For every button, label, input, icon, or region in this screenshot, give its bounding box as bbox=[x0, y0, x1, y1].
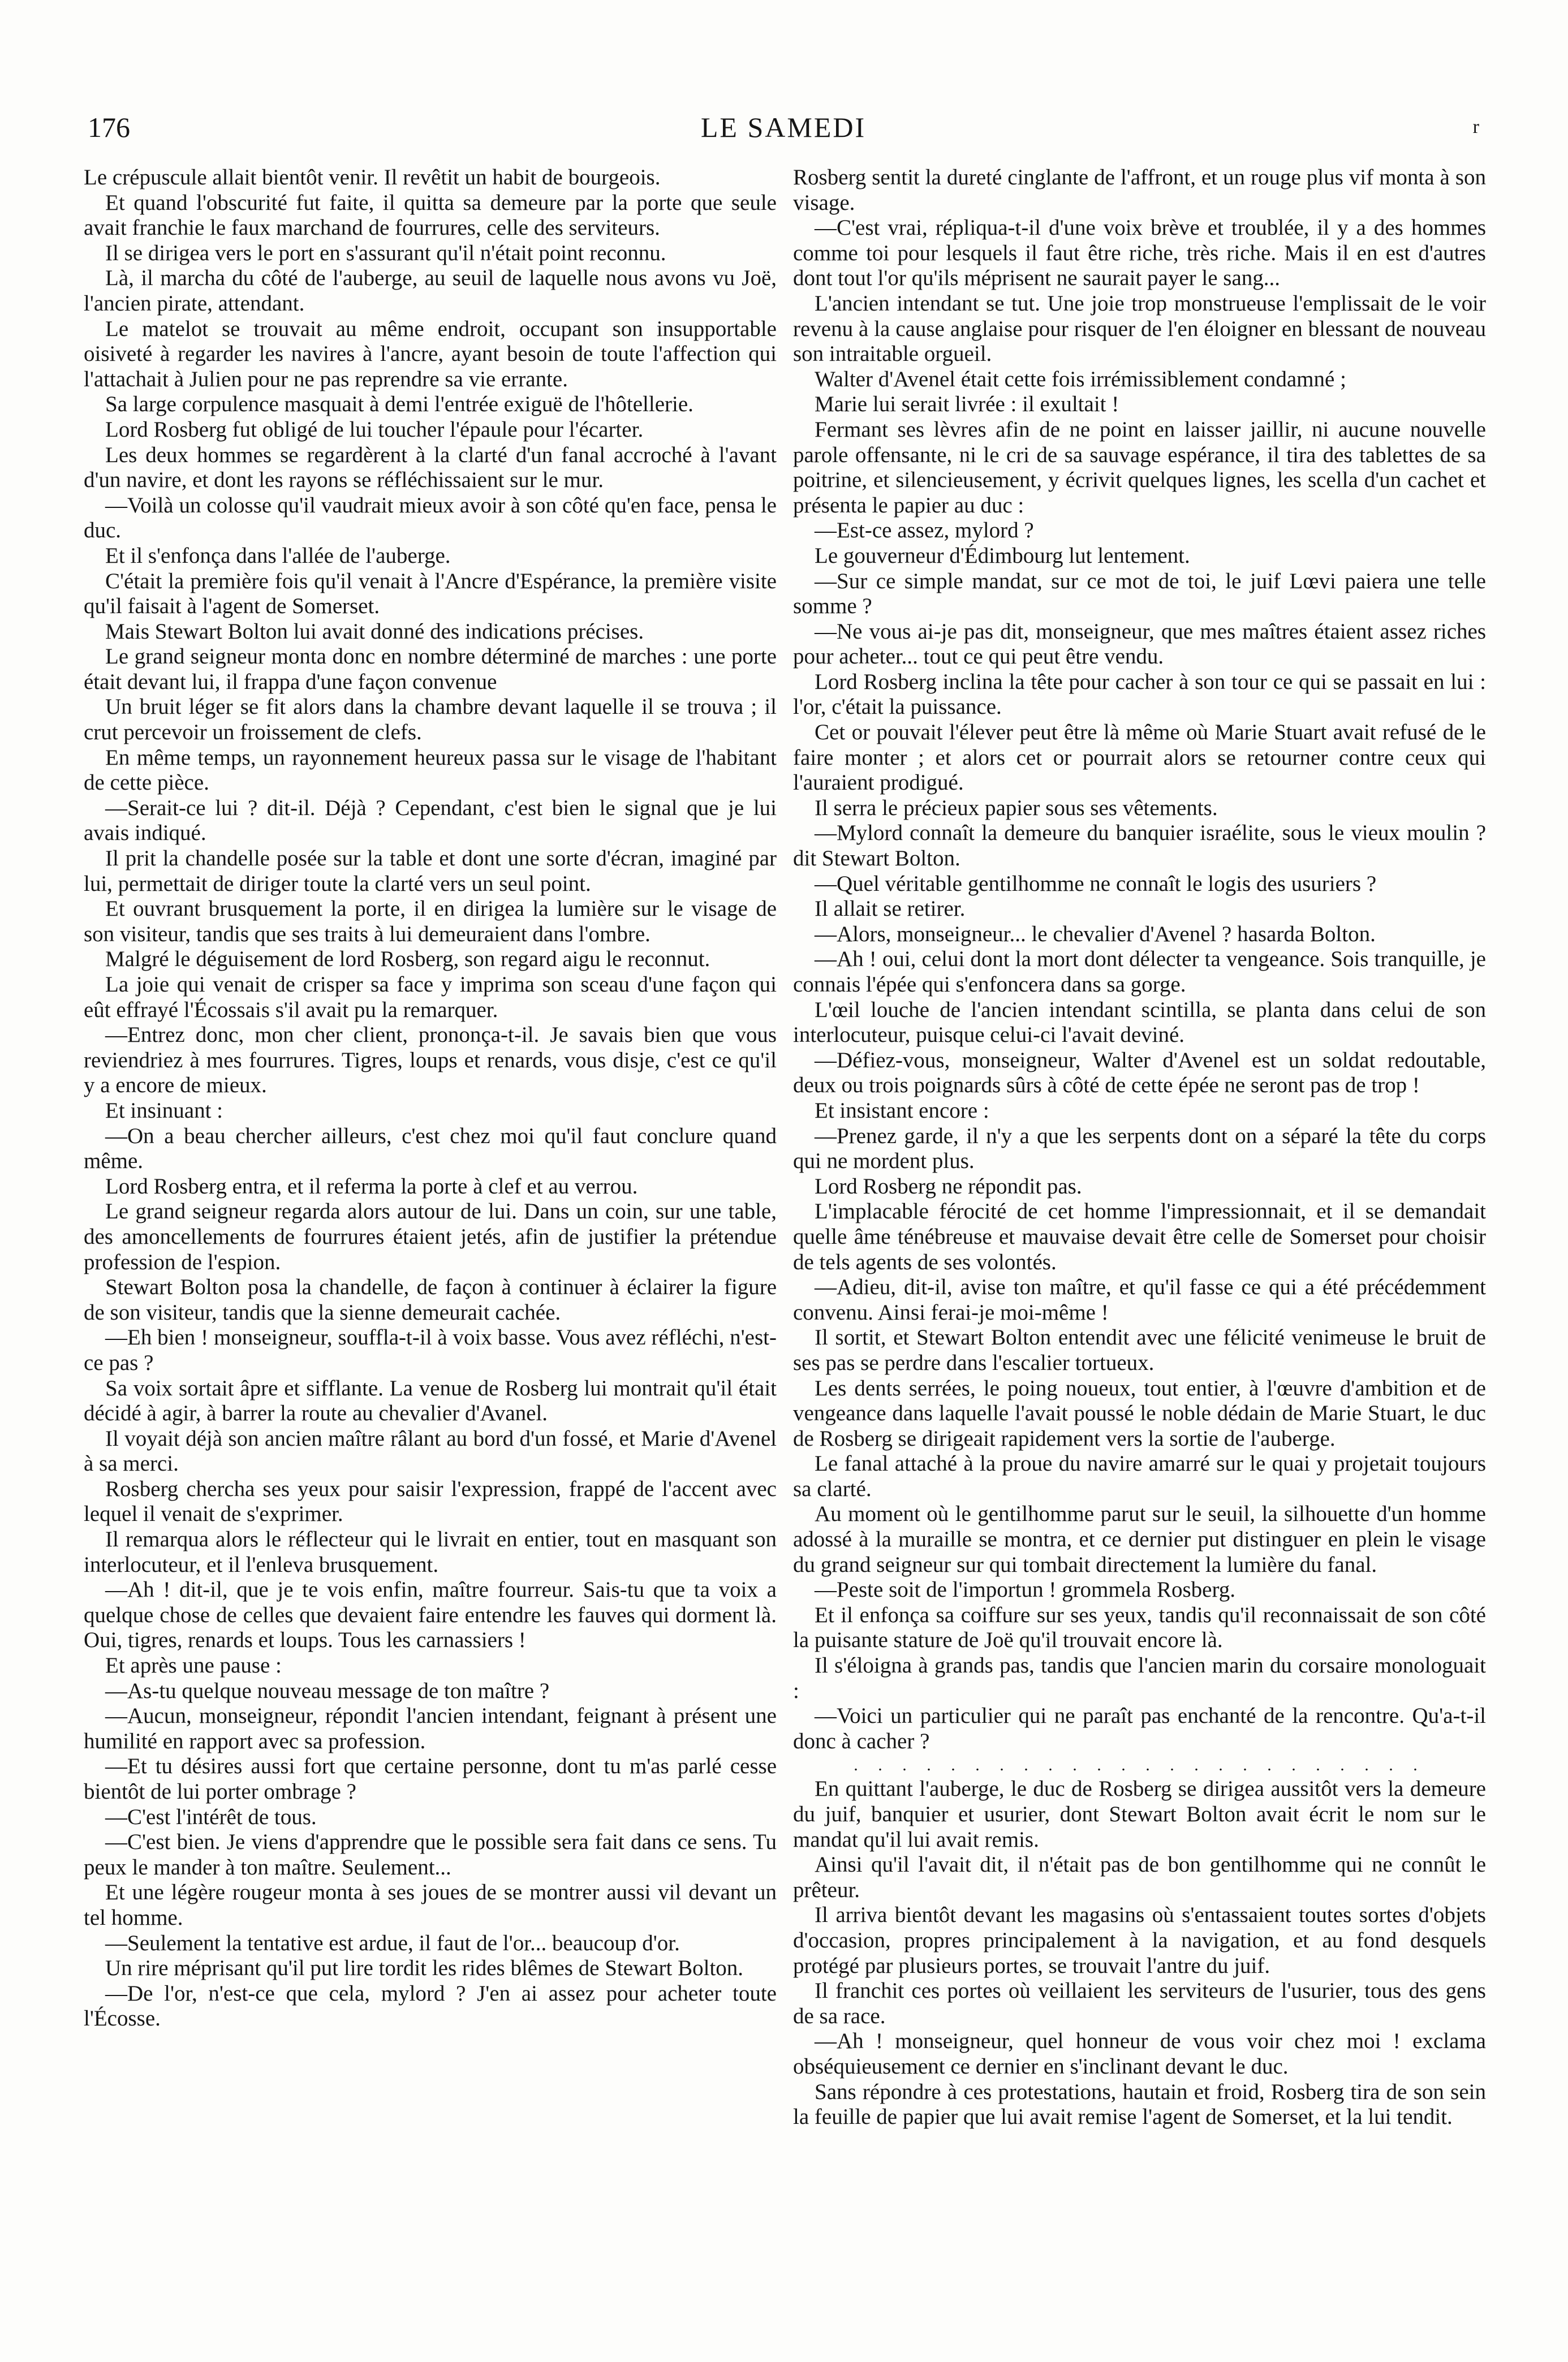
paragraph: Lord Rosberg ne répondit pas. bbox=[815, 1174, 1082, 1199]
section-separator: . . . . . . . . . . . . . . . . . . . . . . . . bbox=[854, 1756, 1425, 1775]
paragraph: Là, il marcha du côté de l'auberge, au seuil de laquelle nous avons vu Joë, l'ancien pirate, attendant. bbox=[84, 266, 777, 316]
left-column bbox=[84, 165, 777, 2348]
paragraph: En même temps, un rayonnement heureux passa sur le visage de l'habitant de cette pièce. bbox=[84, 745, 777, 795]
paragraph: Et insistant encore : bbox=[815, 1098, 989, 1123]
paragraph: Les dents serrées, le poing noueux, tout entier, à l'œuvre d'ambition et de vengeance dans laquelle l'avait poussé le noble dédain de Marie Stuart, le duc de Rosberg se dirigeait rapidement vers la sortie de l'auberge. bbox=[793, 1376, 1486, 1451]
paragraph: —Voilà un colosse qu'il vaudrait mieux avoir à son côté qu'en face, pensa le duc. bbox=[84, 493, 777, 543]
paragraph: Il franchit ces portes où veillaient les serviteurs de l'usurier, tous des gens de sa race. bbox=[793, 1979, 1486, 2028]
paragraph: Le crépuscule allait bientôt venir. Il revêtit un habit de bourgeois. bbox=[84, 165, 661, 189]
paragraph: Sa voix sortait âpre et sifflante. La venue de Rosberg lui montrait qu'il était décidé à agir, à barrer la route au chevalier d'Avanel. bbox=[84, 1376, 777, 1426]
paragraph: Mais Stewart Bolton lui avait donné des indications précises. bbox=[105, 619, 644, 644]
paragraph: Ainsi qu'il l'avait dit, il n'était pas de bon gentilhomme qui ne connût le prêteur. bbox=[793, 1852, 1486, 1902]
paragraph: Il voyait déjà son ancien maître râlant au bord d'un fossé, et Marie d'Avenel à sa merci. bbox=[84, 1426, 777, 1476]
page-number: 176 bbox=[88, 111, 130, 143]
paragraph: —As-tu quelque nouveau message de ton maître ? bbox=[105, 1678, 550, 1703]
paragraph: —Mylord connaît la demeure du banquier israélite, sous le vieux moulin ? dit Stewart Bolton. bbox=[793, 821, 1486, 871]
paragraph: —De l'or, n'est-ce que cela, mylord ? J'en ai assez pour acheter toute l'Écosse. bbox=[84, 1981, 777, 2031]
paragraph: Et une légère rougeur monta à ses joues de se montrer aussi vil devant un tel homme. bbox=[84, 1880, 777, 1930]
paragraph: Lord Rosberg inclina la tête pour cacher à son tour ce qui se passait en lui : l'or, c'était la puissance. bbox=[793, 669, 1486, 719]
journal-title: LE SAMEDI bbox=[700, 111, 867, 143]
paragraph: Rosberg chercha ses yeux pour saisir l'expression, frappé de l'accent avec lequel il venait de s'exprimer. bbox=[84, 1476, 777, 1527]
paragraph: Sa large corpulence masquait à demi l'entrée exiguë de l'hôtellerie. bbox=[105, 392, 693, 417]
paragraph: Un bruit léger se fit alors dans la chambre devant laquelle il se trouva ; il crut percevoir un froissement de clefs. bbox=[84, 695, 777, 745]
paragraph: Walter d'Avenel était cette fois irrémissiblement condamné ; bbox=[815, 367, 1346, 391]
paragraph: La joie qui venait de crisper sa face y imprima son sceau d'une façon qui eût effrayé l'Écossais s'il avait pu la remarquer. bbox=[84, 972, 777, 1022]
paragraph: —Voici un particulier qui ne paraît pas enchanté de la rencontre. Qu'a-t-il donc à cacher ? bbox=[793, 1704, 1486, 1753]
right-column bbox=[793, 165, 1486, 2348]
paragraph: —Prenez garde, il n'y a que les serpents dont on a séparé la tête du corps qui ne mordent plus. bbox=[793, 1123, 1486, 1174]
paragraph: Un rire méprisant qu'il put lire tordit les rides blêmes de Stewart Bolton. bbox=[105, 1956, 744, 1981]
paragraph: —C'est vrai, répliqua-t-il d'une voix brève et troublée, il y a des hommes comme toi pour lesquels il faut être riche, très riche. Mais il en est d'autres dont tout l'or qu'ils méprisent ne saurait payer le sang... bbox=[793, 215, 1486, 291]
paragraph: Et il enfonça sa coiffure sur ses yeux, tandis qu'il reconnaissait de son côté la puisante stature de Joë qu'il trouvait encore là. bbox=[793, 1602, 1486, 1653]
paragraph: Cet or pouvait l'élever peut être là même où Marie Stuart avait refusé de le faire monter ; et alors cet or pourrait alors se retourner contre ceux qui l'auraient prodigué. bbox=[793, 720, 1486, 795]
paragraph: Et ouvrant brusquement la porte, il en dirigea la lumière sur le visage de son visiteur, tandis que ses traits à lui demeuraient dans l'ombre. bbox=[84, 896, 777, 946]
page-header bbox=[88, 105, 1479, 150]
paragraph: Il prit la chandelle posée sur la table et dont une sorte d'écran, imaginé par lui, permettait de diriger toute la clarté vers un seul point. bbox=[84, 846, 777, 896]
paragraph: —Seulement la tentative est ardue, il faut de l'or... beaucoup d'or. bbox=[105, 1930, 680, 1955]
paragraph: —Ah ! monseigneur, quel honneur de vous voir chez moi ! exclama obséquieusement ce dernier en s'inclinant devant le duc. bbox=[793, 2029, 1486, 2079]
paragraph: Et quand l'obscurité fut faite, il quitta sa demeure par la porte que seule avait franchie le faux marchand de fourrures, celle des serviteurs. bbox=[84, 190, 777, 240]
paragraph: Lord Rosberg fut obligé de lui toucher l'épaule pour l'écarter. bbox=[105, 417, 644, 442]
paragraph: Il sortit, et Stewart Bolton entendit avec une félicité venimeuse le bruit de ses pas se perdre dans l'escalier tortueux. bbox=[793, 1325, 1486, 1375]
paragraph: —Ah ! oui, celui dont la mort dont délecter ta vengeance. Sois tranquille, je connais l'épée qui s'enfoncera dans sa gorge. bbox=[793, 947, 1486, 997]
paragraph: Le matelot se trouvait au même endroit, occupant son insupportable oisiveté à regarder les navires à l'ancre, ayant besoin de toute l'affection qui l'attachait à Julien pour ne pas reprendre sa vie errante. bbox=[84, 316, 777, 391]
paragraph: Il s'éloigna à grands pas, tandis que l'ancien marin du corsaire monologuait : bbox=[793, 1653, 1486, 1703]
paragraph: —Peste soit de l'importun ! grommela Rosberg. bbox=[815, 1577, 1235, 1602]
paragraph: L'ancien intendant se tut. Une joie trop monstrueuse l'emplissait de le voir revenu à la cause anglaise pour risquer de l'en éloigner en blessant de nouveau son intraitable orgueil. bbox=[793, 291, 1486, 367]
paragraph: Rosberg sentit la dureté cinglante de l'affront, et un rouge plus vif monta à son visage. bbox=[793, 165, 1486, 215]
paragraph: —Aucun, monseigneur, répondit l'ancien intendant, feignant à présent une humilité en rapport avec sa profession. bbox=[84, 1704, 777, 1753]
paragraph: —Alors, monseigneur... le chevalier d'Avenel ? hasarda Bolton. bbox=[815, 921, 1376, 946]
paragraph: Au moment où le gentilhomme parut sur le seuil, la silhouette d'un homme adossé à la muraille se montra, et ce dernier put distinguer en plein le visage du grand seigneur sur qui tombait directement la lumière du fanal. bbox=[793, 1502, 1486, 1577]
paragraph: —Et tu désires aussi fort que certaine personne, dont tu m'as parlé cesse bientôt de lui porter ombrage ? bbox=[84, 1754, 777, 1804]
paragraph: Fermant ses lèvres afin de ne point en laisser jaillir, ni aucune nouvelle parole offensante, ni le cri de sa sauvage espérance, il tira des tablettes de sa poitrine, et silencieusement, y écrivit quelques lignes, les scella d'un cachet et présenta le papier au duc : bbox=[793, 417, 1486, 518]
paragraph: Et après une pause : bbox=[105, 1653, 282, 1678]
paragraph: —Adieu, dit-il, avise ton maître, et qu'il fasse ce qui a été précédemment convenu. Ainsi ferai-je moi-même ! bbox=[793, 1275, 1486, 1325]
paragraph: Marie lui serait livrée : il exultait ! bbox=[815, 392, 1119, 417]
corner-mark: r bbox=[1472, 117, 1479, 137]
paragraph: Sans répondre à ces protestations, hautain et froid, Rosberg tira de son sein la feuille de papier que lui avait remise l'agent de Somerset, et la lui tendit. bbox=[793, 2079, 1486, 2130]
paragraph: Le fanal attaché à la proue du navire amarré sur le quai y projetait toujours sa clarté. bbox=[793, 1451, 1486, 1501]
paragraph: —Ne vous ai-je pas dit, monseigneur, que mes maîtres étaient assez riches pour acheter... tout ce qui peut être vendu. bbox=[793, 619, 1486, 669]
paragraph: —Est-ce assez, mylord ? bbox=[815, 518, 1034, 543]
paragraph: Stewart Bolton posa la chandelle, de façon à continuer à éclairer la figure de son visiteur, tandis que la sienne demeurait cachée. bbox=[84, 1275, 777, 1325]
paragraph: Et il s'enfonça dans l'allée de l'auberge. bbox=[105, 543, 451, 568]
paragraph: Et insinuant : bbox=[105, 1098, 223, 1123]
paragraph: —C'est bien. Je viens d'apprendre que le possible sera fait dans ce sens. Tu peux le mander à ton maître. Seulement... bbox=[84, 1830, 777, 1880]
paragraph: L'œil louche de l'ancien intendant scintilla, se planta dans celui de son interlocuteur, puisque celui-ci l'avait deviné. bbox=[793, 997, 1486, 1048]
paragraph: —On a beau chercher ailleurs, c'est chez moi qu'il faut conclure quand même. bbox=[84, 1123, 777, 1174]
paragraph: —C'est l'intérêt de tous. bbox=[105, 1804, 317, 1829]
paragraph: —Défiez-vous, monseigneur, Walter d'Avenel est un soldat redoutable, deux ou trois poignards sûrs à côté de cette épée ne seront pas de trop ! bbox=[793, 1048, 1486, 1098]
paragraph: Il arriva bientôt devant les magasins où s'entassaient toutes sortes d'objets d'occasion, propres principalement à la navigation, et au fond desquels protégé par plusieurs portes, se trouvait l'antre du juif. bbox=[793, 1903, 1486, 1978]
paragraph: —Quel véritable gentilhomme ne connaît le logis des usuriers ? bbox=[815, 871, 1377, 896]
paragraph: Le grand seigneur monta donc en nombre déterminé de marches : une porte était devant lui, il frappa d'une façon convenue bbox=[84, 644, 777, 694]
paragraph: —Serait-ce lui ? dit-il. Déjà ? Cependant, c'est bien le signal que je lui avais indiqué. bbox=[84, 795, 777, 846]
paragraph: —Ah ! dit-il, que je te vois enfin, maître fourreur. Sais-tu que ta voix a quelque chose de celles que devaient faire entendre les fauves qui dorment là. Oui, tigres, renards et loups. Tous les carnassiers ! bbox=[84, 1577, 777, 1653]
paragraph: Il serra le précieux papier sous ses vêtements. bbox=[815, 795, 1218, 820]
paragraph: —Entrez donc, mon cher client, prononça-t-il. Je savais bien que vous reviendriez à mes fourrures. Tigres, loups et renards, vous disje, c'est ce qu'il y a encore de mieux. bbox=[84, 1023, 777, 1098]
paragraph: Il se dirigea vers le port en s'assurant qu'il n'était point reconnu. bbox=[105, 240, 666, 265]
paragraph: —Sur ce simple mandat, sur ce mot de toi, le juif Lœvi paiera une telle somme ? bbox=[793, 568, 1486, 619]
paragraph: Le gouverneur d'Édimbourg lut lentement. bbox=[815, 543, 1190, 568]
paragraph: C'était la première fois qu'il venait à l'Ancre d'Espérance, la première visite qu'il faisait à l'agent de Somerset. bbox=[84, 568, 777, 619]
paragraph: En quittant l'auberge, le duc de Rosberg se dirigea aussitôt vers la demeure du juif, banquier et usurier, dont Stewart Bolton avait écrit le nom sur le mandat qu'il lui avait remis. bbox=[793, 1777, 1486, 1852]
paragraph: —Eh bien ! monseigneur, souffla-t-il à voix basse. Vous avez réfléchi, n'est-ce pas ? bbox=[84, 1325, 777, 1375]
paragraph: Les deux hommes se regardèrent à la clarté d'un fanal accroché à l'avant d'un navire, et dont les rayons se réfléchissaient sur le mur. bbox=[84, 442, 777, 493]
paragraph: L'implacable férocité de cet homme l'impressionnait, et il se demandait quelle âme ténébreuse et mauvaise devait être celle de Somerset pour choisir de tels agents de ses volontés. bbox=[793, 1199, 1486, 1274]
paragraph: Lord Rosberg entra, et il referma la porte à clef et au verrou. bbox=[105, 1174, 638, 1199]
paragraph: Il remarqua alors le réflecteur qui le livrait en entier, tout en masquant son interlocuteur, et il l'enleva brusquement. bbox=[84, 1527, 777, 1577]
paragraph: Il allait se retirer. bbox=[815, 896, 966, 921]
paragraph: Le grand seigneur regarda alors autour de lui. Dans un coin, sur une table, des amoncellements de fourrures étaient jetés, afin de justifier la prétendue profession de l'espion. bbox=[84, 1199, 777, 1274]
paragraph: Malgré le déguisement de lord Rosberg, son regard aigu le reconnut. bbox=[105, 947, 710, 972]
